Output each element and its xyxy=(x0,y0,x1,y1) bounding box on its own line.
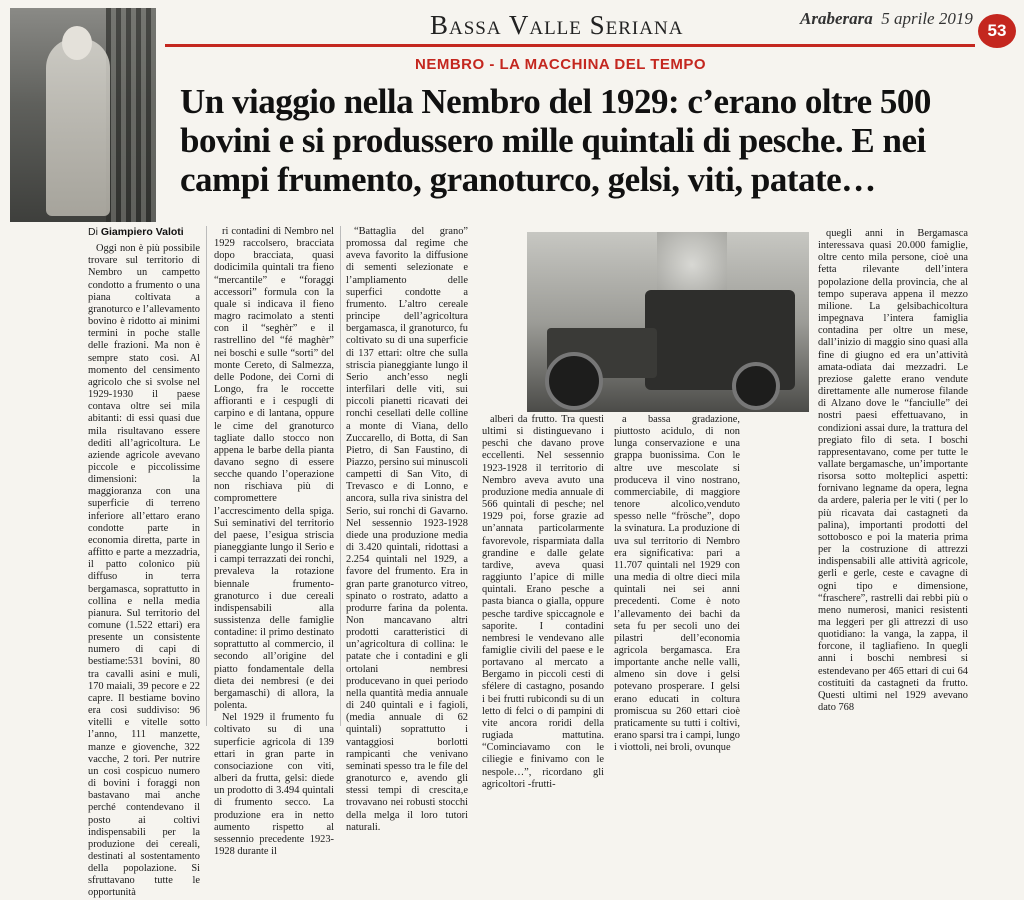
column-2-text-a: ri contadini di Nembro nel 1929 raccolsero, bracciata dopo bracciata, quasi dodicimila quintali tra fieno “mercantile” e “foraggi accessori” formula con la quale si indicava il fieno magro racimolato a stenti con il “seghèr” e il rastrellino del “fé maghèr” nei boschi e sulle “sorti” del monte Cereto, di Salmezza, delle Podone, dei Corni di Longo, fra le roccette affioranti e i cespugli di carpino e di lantana, oppure le cime del granoturco tagliate dallo stocco non appena le barbe della pianta davano segno di essere secche quando l’operazione non rischiava più di compromettere l’accrescimento della spiga. Sui seminativi del territorio del paese, l’esigua striscia pianeggiante lungo il Serio e i campi terrazzati dei ronchi, prevaleva la rotazione biennale frumento-granoturco i due cereali indispensabili alla sussistenza delle famiglie contadine: il primo destinato soprattutto al commercio, il secondo all’origine del piatto fondamentale della dieta dei nembresi (e dei bergamaschi) di allora, la polenta. xyxy=(214,226,334,712)
brand-name: Araberara xyxy=(800,9,873,28)
byline xyxy=(88,226,200,238)
article-column-5 xyxy=(614,414,740,754)
header-rule xyxy=(165,44,975,47)
column-divider xyxy=(206,226,207,726)
column-3-text: “Battaglia del grano” promossa dal regime che aveva favorito la diffusione di sementi selezionate e l’ampliamento delle superfici condotte a frumento. L’altro cereale principe dell’agricoltura bergamasca, il granoturco, fu coltivato su di una superficie di 137 ettari: oltre che sulla striscia pianeggiante lungo il Serio anch’esso negli interfilari delle viti, sui piccoli pianetti ricavati dei ronchi cesellati delle colline a monte di Viana, dello Zuccarello, di Botta, di San Pietro, di San Faustino, di Piazzo, persino sui minuscoli campetti di San Vito, di Trevasco e di Lonno, e ancora, sulla riva sinistra del Serio, sui ronchi di Gavarno. Nel sessennio 1923-1928 diede una produzione media di 3.420 quintali, ridottasi a 2.254 quintali nel 1929, a favore del frumento. Era in gran parte granoturco vitreo, spinato o rostrato, adatto a produrre farina da polenta. Non mancavano altri prodotti caratteristici di un’agricoltura di collina: le patate che i contadini e gli ortolani nembresi producevano in quei periodo nella quantità media annuale di 240 quintali e i fagioli,(media annuale di 62 quintali) soprattutto i vantaggiosi borlotti rampicanti che venivano seminati spesso tra le file del granoturco e, avendo gli stessi tempi di crescita,e trovavano nei robusti stocchi della melga il loro tutori naturali. xyxy=(346,226,468,833)
column-5-text: a bassa gradazione, piuttosto acidulo, di non lunga conservazione e una grappa buonissima. Con le altre uve mescolate si produceva il vino nostrano, commerciabile, di maggiore tenore alcolico,venduto spesso nelle “frösche”, dopo la svinatura. La produzione di uva sul territorio di Nembro era significativa: pari a 11.707 quintali nel 1929 con una media di oltre dieci mila quintali nei sei anni precedenti. Come è noto l’allevamento dei bachi da seta fu per secoli uno dei pilastri dell’economia agricola bergamasca. Era importante anche nelle valli, almeno sin dove i gelsi potevano prosperare. I gelsi erano educati in coltura promiscua su 260 ettari cioè praticamente su tutti i coltivi, erano sparsi tra i campi, lungo i viottoli, nei broli, ovunque xyxy=(614,414,740,754)
article-column-2 xyxy=(214,226,334,858)
photo-wheel xyxy=(732,362,780,410)
headline: Un viaggio nella Nembro del 1929: c’erano oltre 500 bovini e si produssero mille quintali di pesche. E nei campi frumento, granoturco, gelsi, viti, patate… xyxy=(180,82,931,199)
photo-wheel xyxy=(545,352,603,410)
author: Giampiero Valoti xyxy=(100,226,184,238)
column-2-text-b: Nel 1929 il frumento fu coltivato su di una superficie agricola di 139 ettari in gran parte in consociazione con viti, alberi da frutta, gelsi: diede un prodotto di 3.494 quintali di frumento secco. La produzione era in netto aumento rispetto al sessennio precedente 1923-1928 durante il xyxy=(214,712,334,857)
kicker: NEMBRO - LA MACCHINA DEL TEMPO xyxy=(415,56,707,73)
column-6-text: quegli anni in Bergamasca interessava quasi 20.000 famiglie, oltre cento mila persone, cioè una fetta rilevante dell’intera popolazione della provincia, che al tempo superava appena il mezzo milione. La gelsibachicoltura impegnava l’intera famiglia contadina per oltre un mese, dall’inizio di maggio sino quasi alla fine di giugno ed era un’attività amata-odiata dai mezzadri. Le preziose galette erano vendute direttamente alle numerose filande di Alzano dove le “fanciulle” dei nostri paesi effettuavano, in condizioni assai dure, la trattura del pregiato filo di seta. I boschi rappresentavano, come per tutte le vallate bergamasche, un’importante risorsa sotto molteplici aspetti: fornivano legname da opera, legna da ardere, paleria per le viti ( per lo più ricavata dai castagneti da palina), importanti prodotti del sottobosco e poi la materia prima per la costruzione di attrezzi indispensabili alle attività agricole, gerli e gerle, ceste e cavagne di ogni tipo e dimensione, “fraschere”, rastrelli dai rebbi più o meno numerosi, manici resistenti ma leggeri per gli attrezzi di uso quotidiano: la vanga, la zappa, il forcone, il tagliafieno. In quegli anni i boschi nembresi si estendevano per 465 ettari di cui 64 costituiti da castagneti da frutto. Questi ultimi nel 1929 avevano dato 768 xyxy=(818,228,968,714)
historic-photo-tractor xyxy=(527,232,809,412)
photo-plants xyxy=(106,8,156,222)
page-number-badge: 53 xyxy=(978,14,1016,48)
byline-prefix: Di xyxy=(88,226,98,238)
historic-photo-farmer xyxy=(10,8,156,222)
photo-figure xyxy=(46,38,110,216)
article-column-6 xyxy=(818,228,968,714)
article-column-1 xyxy=(88,226,200,900)
article-column-3 xyxy=(346,226,468,834)
publication-brand xyxy=(800,9,973,29)
column-divider xyxy=(340,226,341,726)
issue-date: 5 aprile 2019 xyxy=(881,9,973,28)
column-4-text: alberi da frutto. Tra questi ultimi si distinguevano i peschi che davano prove eccellenti. Nel sessennio 1923-1928 il territorio di Nembro aveva avuto una produzione media annuale di 566 quintali di pesche; nel 1929 poi, forse grazie ad un’annata particolarmente favorevole, risparmiata dalla grandine e dalle gelate tardive, aveva quasi raggiunto l’apice di mille quintali. Erano pesche a pasta bianca o gialla, oppure pesche tardive spiccagnole e saporite. I contadini nembresi le vendevano alle famiglie civili del paese e le portavano al mercato a Bergamo in piccoli cesti di sfélere di castagno, posando i bei frutti rubicondi su di un letto di felci o di pampini di vite ancora roridi della rugiada mattutina. “Cominciavamo con le ciliegie e finivamo con le nespole…”, ricordano gli agricoltori -frutti- xyxy=(482,414,604,790)
article-column-4 xyxy=(482,414,604,791)
photo-head xyxy=(62,26,92,60)
column-1-text: Oggi non è più possibile trovare sul territorio di Nembro un campetto condotto a frumento o una piana coltivata a granoturco e l’allevamento bovino è ridotto ai minimi termini in poche stalle delle frazioni. Ma non è sempre stato così. Al momento del censimento agricolo che si svolse nel 1929-1930 il paese contava oltre sei mila abitanti: di essi quasi due mila risultavano essere dediti all’agricoltura. Le aziende agricole avevano piccole e piccolissime dimensioni: la maggioranza con una superficie di terreno inferiore all’ettaro erano condotte parte in economia diretta, parte in affitto e parte a mezzadria, il patto colonico più diffuso in terra bergamasca, soprattutto in collina e nella media pianura. Sul territorio del comune (1.522 ettari) era presente un consistente numero di capi di bestiame:531 bovini, 80 tra cavalli asini e muli, 170 maiali, 39 pecore e 22 capre. Il bestiame bovino era così suddiviso: 96 vitelli e vitelle sotto l’anno, 111 manzette, manze e giovenche, 322 vacche, 2 tori. Per nutrire un così cospicuo numero di bovini i foraggi non bastavano mai anche perché contendevano il posto ai coltivi indispensabili per la produzione dei cereali, destinati al sostentamento della popolazione. Si sfruttavano tutte le opportunità xyxy=(88,243,200,899)
section-title: Bassa Valle Seriana xyxy=(430,10,684,40)
